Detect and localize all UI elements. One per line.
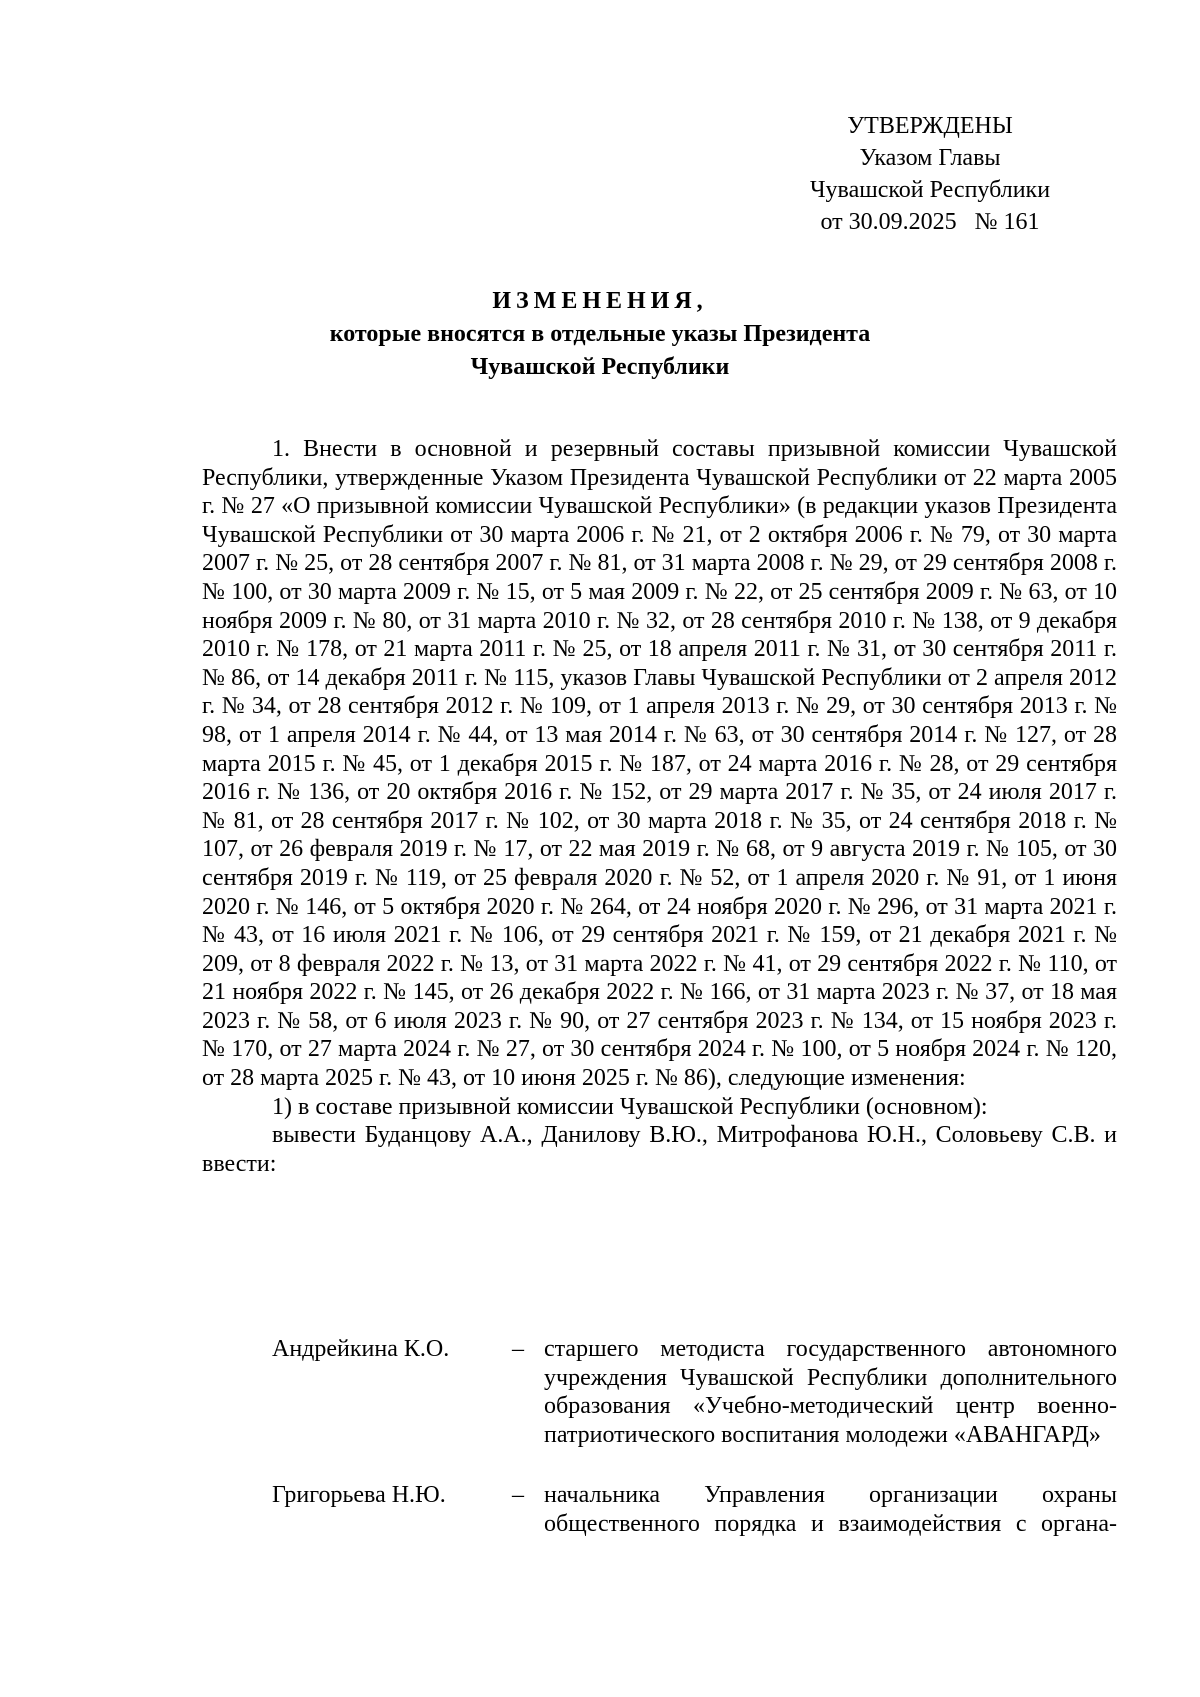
document-title-block [200, 285, 1000, 384]
document-subtitle-line-2: Чувашской Республики [470, 354, 730, 380]
member-entry [272, 1335, 1117, 1449]
document-subtitle-line-1: которые вносятся в отдельные указы Президента [329, 321, 871, 347]
document-title: ИЗМЕНЕНИЯ, [492, 288, 708, 314]
member-position: старшего методиста государственного автономного учреждения Чувашской Республики дополнительного образования «Учебно-методический центр военно-патриотического воспитания молодежи «АВАНГАРД» [544, 1336, 1117, 1448]
document-body [202, 435, 1117, 1178]
member-name: Андрейкина К.О. [272, 1336, 450, 1362]
member-name: Григорьева Н.Ю. [272, 1482, 446, 1509]
member-dash: – [512, 1336, 524, 1362]
approval-line-decree: Указом Главы [859, 145, 1001, 171]
paragraph-item-1: 1. Внести в основной и резервный составы призывной комиссии Чувашской Республики, утвержденные Указом Президента Чувашской Республики от 22 марта 2005 г. № 27 «О призывной комиссии Чувашской Республики» (в редакции указов Президента Чувашской Республики от 30 марта 2006 г. № 21, от 2 октября 2006 г. № 79, от 30 марта 2007 г. № 25, от 28 сентября 2007 г. № 81, от 31 марта 2008 г. № 29, от 29 сентября 2008 г. № 100, от 30 марта 2009 г. № 15, от 5 мая 2009 г. № 22, от 25 сентября 2009 г. № 63, от 10 ноября 2009 г. № 80, от 31 марта 2010 г. № 32, от 28 сентября 2010 г. № 138, от 9 декабря 2010 г. № 178, от 21 марта 2011 г. № 25, от 18 апреля 2011 г. № 31, от 30 сентября 2011 г. № 86, от 14 декабря 2011 г. № 115, указов Главы Чувашской Республики от 2 апреля 2012 г. № 34, от 28 сентября 2012 г. № 109, от 1 апреля 2013 г. № 29, от 30 сентября 2013 г. № 98, от 1 апреля 2014 г. № 44, от 13 мая 2014 г. № 63, от 30 сентября 2014 г. № 127, от 28 марта 2015 г. № 45, от 1 декабря 2015 г. № 187, от 24 марта 2016 г. № 28, от 29 сентября 2016 г. № 136, от 20 октября 2016 г. № 152, от 29 марта 2017 г. № 35, от 24 июля 2017 г. № 81, от 28 сентября 2017 г. № 102, от 30 марта 2018 г. № 35, от 24 сентября 2018 г. № 107, от 26 февраля 2019 г. № 17, от 22 мая 2019 г. № 68, от 9 августа 2019 г. № 105, от 30 сентября 2019 г. № 119, от 25 февраля 2020 г. № 52, от 1 апреля 2020 г. № 91, от 1 июня 2020 г. № 146, от 5 октября 2020 г. № 264, от 24 ноября 2020 г. № 296, от 31 марта 2021 г. № 43, от 16 июля 2021 г. № 106, от 29 сентября 2021 г. № 159, от 21 декабря 2021 г. № 209, от 8 февраля 2022 г. № 13, от 31 марта 2022 г. № 41, от 29 сентября 2022 г. № 110, от 21 ноября 2022 г. № 145, от 26 декабря 2022 г. № 166, от 31 марта 2023 г. № 37, от 18 мая 2023 г. № 58, от 6 июля 2023 г. № 90, от 27 сентября 2023 г. № 134, от 15 ноября 2023 г. № 170, от 27 марта 2024 г. № 27, от 30 сентября 2024 г. № 100, от 5 ноября 2024 г. № 120, от 28 марта 2025 г. № 43, от 10 июня 2025 г. № 86), следующие изменения: [202, 436, 1117, 1092]
member-position: начальника Управления организации охраны общественного порядка и взаимодействия с органа- [544, 1482, 1117, 1537]
member-dash: – [512, 1482, 524, 1509]
member-entry [272, 1481, 1117, 1538]
approval-stamp-block [760, 110, 1100, 238]
approval-line-date-number: от 30.09.2025 № 161 [820, 209, 1040, 235]
approval-line-republic: Чувашской Республики [809, 177, 1051, 203]
paragraph-subitem-1: 1) в составе призывной комиссии Чувашской Республики (основном): [272, 1093, 988, 1120]
paragraph-remove-add: вывести Буданцову А.А., Данилову В.Ю., Митрофанова Ю.Н., Соловьеву С.В. и ввести: [202, 1122, 1117, 1177]
members-list [272, 1335, 1117, 1571]
approval-line-approved: УТВЕРЖДЕНЫ [847, 113, 1013, 139]
